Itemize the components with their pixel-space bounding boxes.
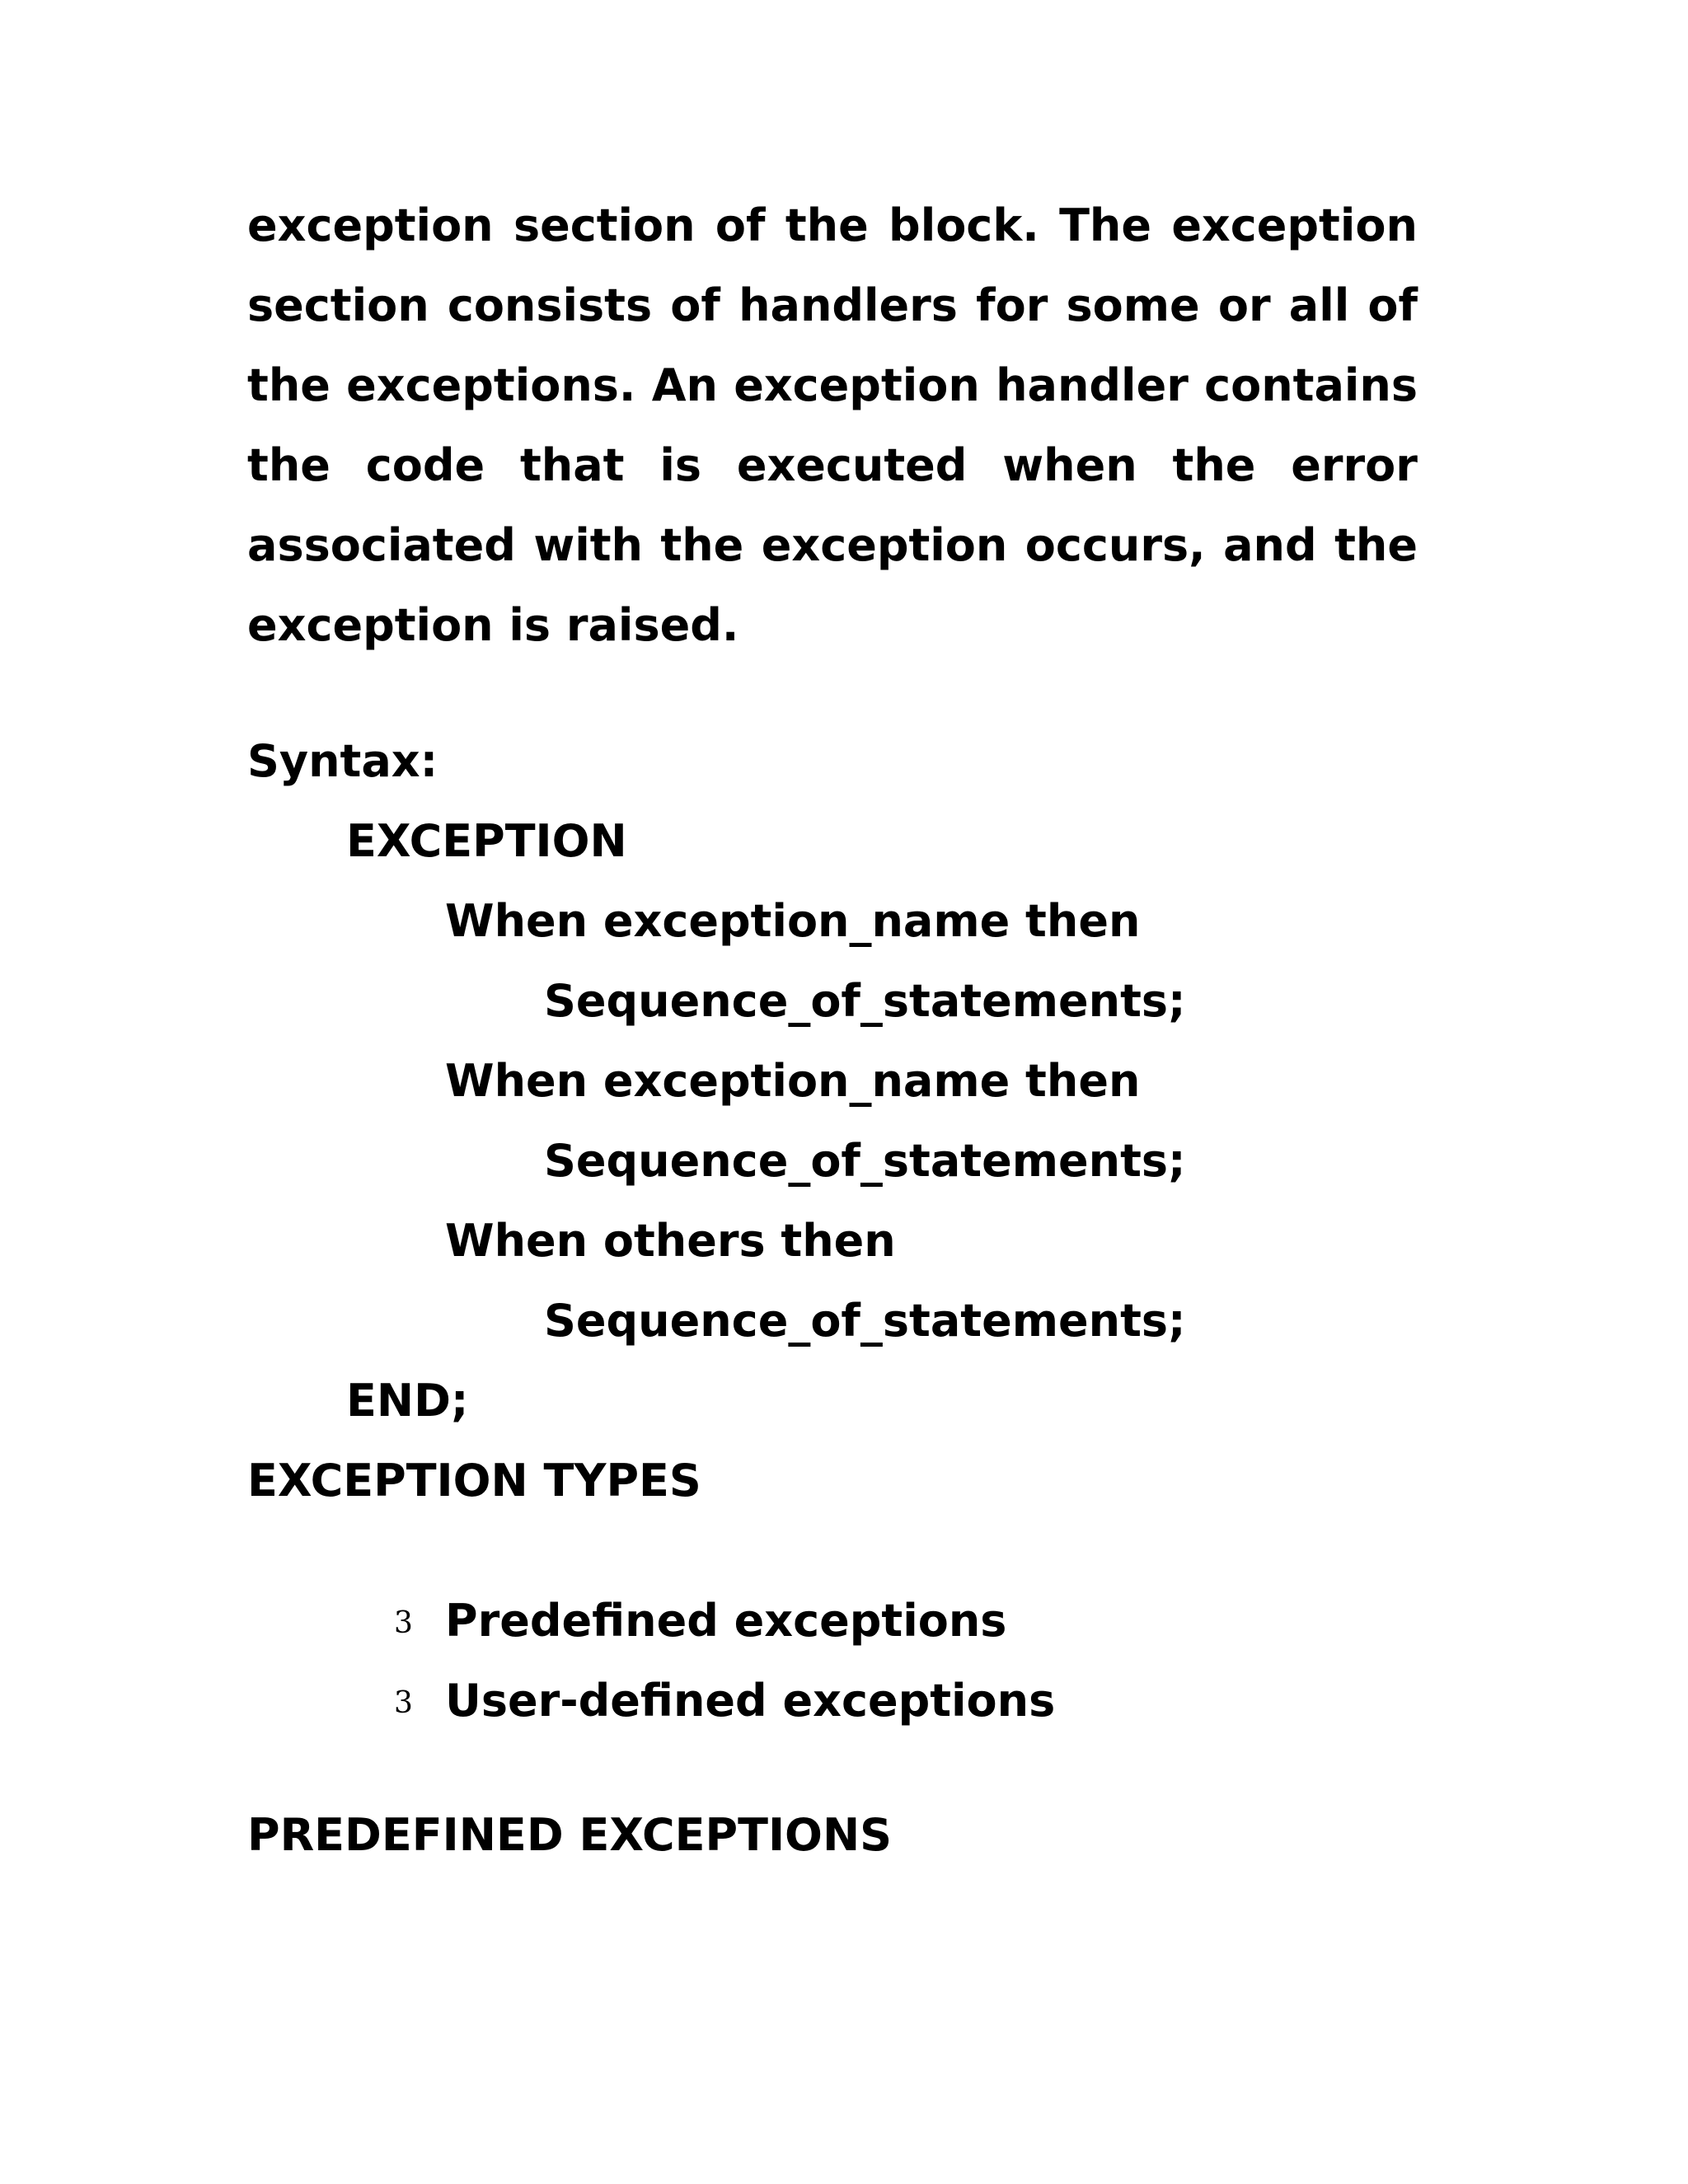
word: code — [365, 439, 485, 491]
word: executed — [736, 439, 968, 491]
paragraph-line — [247, 199, 1418, 251]
bullet-marker: 3 — [394, 1606, 413, 1640]
syntax-line: Sequence_of_statements; — [544, 1135, 1186, 1187]
word: handler — [996, 359, 1189, 411]
syntax-line: END; — [346, 1375, 469, 1427]
word: and — [1223, 519, 1317, 571]
word: exception — [734, 359, 980, 411]
word: block. — [889, 199, 1039, 251]
word: exceptions. — [346, 359, 636, 411]
word: with — [533, 519, 643, 571]
word: associated — [247, 519, 516, 571]
syntax-line: When others then — [445, 1215, 896, 1267]
paragraph-line — [247, 439, 1418, 491]
word: or — [1217, 279, 1271, 331]
word: is — [659, 439, 701, 491]
paragraph-line — [247, 279, 1418, 331]
word: of — [1367, 279, 1418, 331]
word: exception — [247, 199, 494, 251]
syntax-line: When exception_name then — [445, 1055, 1141, 1107]
paragraph-line — [247, 519, 1418, 571]
word: for — [976, 279, 1048, 331]
syntax-line: EXCEPTION — [346, 815, 627, 867]
list-item: User-defined exceptions — [445, 1675, 1056, 1727]
word: of — [715, 199, 766, 251]
word: some — [1066, 279, 1200, 331]
word: of — [670, 279, 720, 331]
word: section — [247, 279, 429, 331]
word: when — [1002, 439, 1137, 491]
word: exception — [761, 519, 1008, 571]
word: the — [660, 519, 744, 571]
paragraph-line — [247, 359, 1418, 411]
word: The — [1059, 199, 1151, 251]
word: the — [785, 199, 869, 251]
predefined-exceptions-heading: PREDEFINED EXCEPTIONS — [247, 1809, 893, 1861]
word: exception — [1171, 199, 1418, 251]
word: occurs, — [1025, 519, 1206, 571]
paragraph-last-line: exception is raised. — [247, 599, 739, 651]
word: handlers — [738, 279, 958, 331]
word: error — [1291, 439, 1418, 491]
word: the — [1172, 439, 1256, 491]
word: the — [1334, 519, 1418, 571]
word: that — [519, 439, 625, 491]
word: all — [1288, 279, 1350, 331]
word: section — [513, 199, 696, 251]
word: the — [247, 359, 331, 411]
syntax-heading: Syntax: — [247, 735, 438, 787]
syntax-line: Sequence_of_statements; — [544, 975, 1186, 1027]
syntax-line: When exception_name then — [445, 895, 1141, 947]
word: the — [247, 439, 331, 491]
syntax-line: Sequence_of_statements; — [544, 1295, 1186, 1347]
exception-types-heading: EXCEPTION TYPES — [247, 1455, 701, 1507]
bullet-marker: 3 — [394, 1686, 413, 1720]
word: consists — [447, 279, 653, 331]
word: An — [651, 359, 718, 411]
word: contains — [1204, 359, 1418, 411]
list-item: Predefined exceptions — [445, 1595, 1007, 1647]
